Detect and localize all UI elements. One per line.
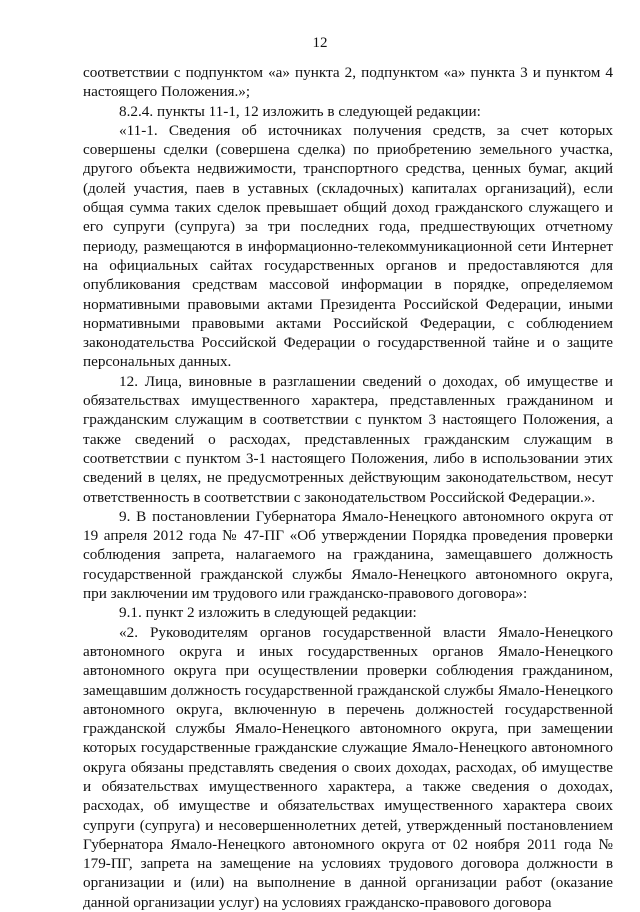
paragraph-item-9-1: 9.1. пункт 2 изложить в следующей редакции: xyxy=(119,604,417,622)
paragraph-item-12: 12. Лица, виновные в разглашении сведений о доходах, об имуществе и обязательствах имущественного характера, представленных гражданином и гражданским служащим в соответствии с пунктом 3 настоящего Положения, а также сведений о расходах, представленных гражданским служащим в соответствии с пунктом 3-1 настоящего Положения, либо в использовании этих сведений в целях, не предусмотренных действующим законодательством, несут ответственность в соответствии с законодательством Российской Федерации.». xyxy=(83,372,613,506)
paragraph-item-2: «2. Руководителям органов государственной власти Ямало-Ненецкого автономного округа и иных государственных органов Ямало-Ненецкого автономного округа при осуществлении проверки соблюдения гражданином, замещавшим должность государственной гражданской службы Ямало-Ненецкого автономного округа, включенную в перечень должностей государственной гражданской службы Ямало-Ненецкого автономного округа, при замещении которых государственные гражданские служащие Ямало-Ненецкого автономного округа обязаны представлять сведения о своих доходах, расходах, об имуществе и обязательствах имущественного характера, а также сведения о доходах, расходах, об имуществе и обязательствах имущественного характера своих супруги (супруга) и несовершеннолетних детей, утвержденный постановлением Губернатора Ямало-Ненецкого автономного округа от 02 ноября 2011 года № 179-ПГ, запрета на замещение на условиях трудового договора должности в организации и (или) на выполнение в данной организации работ (оказание данной организации услуг) на условиях гражданско-правового договора xyxy=(83,623,613,911)
paragraph-item-11-1: «11-1. Сведения об источниках получения средств, за счет которых совершены сделки (совершена сделка) по приобретению земельного участка, другого объекта недвижимости, транспортного средства, ценных бумаг, акций (долей участия, паев в уставных (складочных) капиталах организаций), если общая сумма таких сделок превышает общий доход гражданского служащего и его супруги (супруга) за три последних года, предшествующих отчетному периоду, размещаются в информационно-телекоммуникационной сети Интернет на официальных сайтах государственных органов и предоставляются для опубликования средствам массовой информации в порядке, определяемом нормативными правовыми актами Президента Российской Федерации, иными нормативными правовыми актами Российской Федерации, с соблюдением законодательства Российской Федерации о государственной тайне и о защите персональных данных. xyxy=(83,121,613,371)
paragraph-item-9: 9. В постановлении Губернатора Ямало-Ненецкого автономного округа от 19 апреля 2012 года № 47-ПГ «Об утверждении Порядка проведения проверки соблюдения запрета, налагаемого на гражданина, замещавшего должность государственной гражданской службы Ямало-Ненецкого автономного округа, при заключении им трудового или гражданско-правового договора»: xyxy=(83,507,613,603)
document-body xyxy=(83,63,613,912)
paragraph-item-8-2-4: 8.2.4. пункты 11-1, 12 изложить в следующей редакции: xyxy=(119,102,481,120)
paragraph-continuation: соответствии с подпунктом «а» пункта 2, подпунктом «а» пункта 3 и пунктом 4 настоящего Положения.»; xyxy=(83,64,613,101)
page-number: 12 xyxy=(312,35,328,51)
